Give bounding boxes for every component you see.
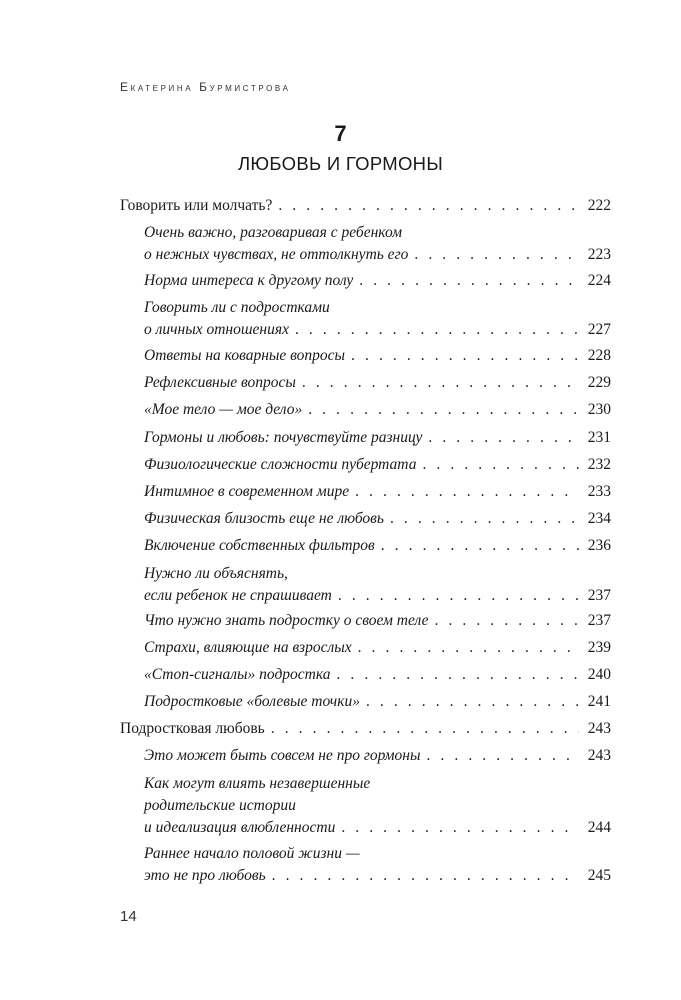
toc-page-number: 241: [587, 693, 611, 710]
leader-dots: [272, 865, 579, 887]
toc-entry-title-line: Раннее начало половой жизни —: [144, 845, 360, 862]
toc-entry[interactable]: [144, 745, 611, 767]
toc-entry[interactable]: [144, 372, 611, 394]
toc-entry-title-line: если ребенок не спрашивает: [144, 587, 332, 604]
toc-entry-title: Включение собственных фильтров: [144, 537, 375, 554]
leader-dots: [351, 345, 579, 367]
toc-entry-section[interactable]: [120, 718, 611, 740]
leader-dots: [435, 610, 580, 632]
leader-dots: [359, 270, 579, 292]
toc-entry[interactable]: [144, 563, 611, 607]
toc-page-number: 236: [587, 537, 611, 554]
toc-page-number: 237: [587, 587, 611, 604]
toc-page-number: 232: [587, 456, 611, 473]
toc-entry[interactable]: [144, 637, 611, 659]
leader-dots: [336, 664, 579, 686]
toc-page-number: 233: [587, 483, 611, 500]
toc-entry-title-line: Нужно ли объяснять,: [144, 565, 288, 582]
chapter-title: ЛЮБОВЬ И ГОРМОНЫ: [237, 153, 444, 174]
toc-entry-title: Это может быть совсем не про гормоны: [144, 747, 421, 764]
toc-entry-title-line: родительские истории: [144, 797, 296, 814]
toc-entry-title-line: и идеализация влюбленности: [144, 819, 336, 836]
toc-entry[interactable]: [144, 508, 611, 530]
toc-entry[interactable]: [144, 270, 611, 292]
toc-entry-title-line: о личных отношениях: [144, 321, 289, 338]
toc-entry-title-line: Говорить ли с подростками: [144, 299, 330, 316]
running-head: Екатерина Бурмистрова: [120, 80, 291, 94]
toc-page-number: 243: [587, 747, 611, 764]
toc-entry[interactable]: [144, 345, 611, 367]
toc-entry-section[interactable]: [120, 195, 611, 217]
toc-entry-title: Гормоны и любовь: почувствуйте разницу: [144, 429, 423, 446]
toc-page-number: 227: [587, 321, 611, 338]
toc-entry-title: Говорить или молчать?: [120, 197, 273, 214]
toc-entry[interactable]: [144, 427, 611, 449]
toc-entry-title: Страхи, влияющие на взрослых: [144, 639, 352, 656]
toc-entry-title: Рефлексивные вопросы: [144, 374, 296, 391]
toc-entry-title: Физическая близость еще не любовь: [144, 510, 384, 527]
toc-entry-title-line: о нежных чувствах, не оттолкнуть его: [144, 246, 409, 263]
toc-entry-title: Интимное в современном мире: [144, 483, 350, 500]
toc-page-number: 229: [587, 374, 611, 391]
toc-entry[interactable]: [144, 454, 611, 476]
leader-dots: [428, 427, 579, 449]
leader-dots: [381, 535, 579, 557]
toc-page-number: 223: [587, 246, 611, 263]
toc-entry[interactable]: [144, 691, 611, 713]
leader-dots: [358, 637, 579, 659]
toc-page-number: 224: [587, 272, 611, 289]
toc-entry[interactable]: [144, 297, 611, 341]
toc-page-number: 245: [587, 867, 611, 884]
toc-entry[interactable]: [144, 399, 611, 421]
leader-dots: [341, 817, 579, 839]
leader-dots: [426, 745, 579, 767]
toc-page-number: 230: [587, 401, 611, 418]
toc-entry[interactable]: [144, 481, 611, 503]
leader-dots: [295, 319, 579, 341]
leader-dots: [390, 508, 579, 530]
leader-dots: [271, 718, 579, 740]
leader-dots: [366, 691, 579, 713]
toc-entry[interactable]: [144, 843, 611, 887]
toc-entry-title-line: Очень важно, разговаривая с ребенком: [144, 224, 402, 241]
leader-dots: [414, 244, 579, 266]
leader-dots: [355, 481, 579, 503]
toc-entry-title: «Мое тело — мое дело»: [144, 401, 303, 418]
toc-page-number: 228: [587, 347, 611, 364]
toc-entry-title: Подростковые «болевые точки»: [144, 693, 360, 710]
toc-page-number: 243: [587, 720, 611, 737]
toc-entry[interactable]: [144, 535, 611, 557]
toc-entry-title: «Стоп-сигналы» подростка: [144, 666, 331, 683]
toc-entry[interactable]: [144, 664, 611, 686]
toc-entry[interactable]: [144, 610, 611, 632]
toc-page-number: 240: [587, 666, 611, 683]
leader-dots: [308, 399, 579, 421]
toc-page-number: 222: [587, 197, 611, 214]
toc-page-number: 239: [587, 639, 611, 656]
leader-dots: [422, 454, 579, 476]
toc-page-number: 234: [587, 510, 611, 527]
toc-entry-title: Что нужно знать подростку о своем теле: [144, 612, 429, 629]
chapter-number: 7: [334, 121, 347, 146]
toc-entry[interactable]: [144, 773, 611, 839]
toc-page-number: 231: [587, 429, 611, 446]
toc-entry-title: Подростковая любовь: [120, 720, 265, 737]
toc-entry-title: Физиологические сложности пубертата: [144, 456, 417, 473]
leader-dots: [278, 195, 579, 217]
toc-entry-title-line: Как могут влиять незавершенные: [144, 775, 371, 792]
toc-page-number: 237: [587, 612, 611, 629]
leader-dots: [302, 372, 579, 394]
toc-entry-title: Норма интереса к другому полу: [144, 272, 354, 289]
toc-entry-title-line: это не про любовь: [144, 867, 266, 884]
page-number: 14: [120, 908, 137, 925]
toc-entry[interactable]: [144, 222, 611, 266]
toc-entry-title: Ответы на коварные вопросы: [144, 347, 346, 364]
leader-dots: [338, 585, 579, 607]
toc-page-number: 244: [587, 819, 611, 836]
